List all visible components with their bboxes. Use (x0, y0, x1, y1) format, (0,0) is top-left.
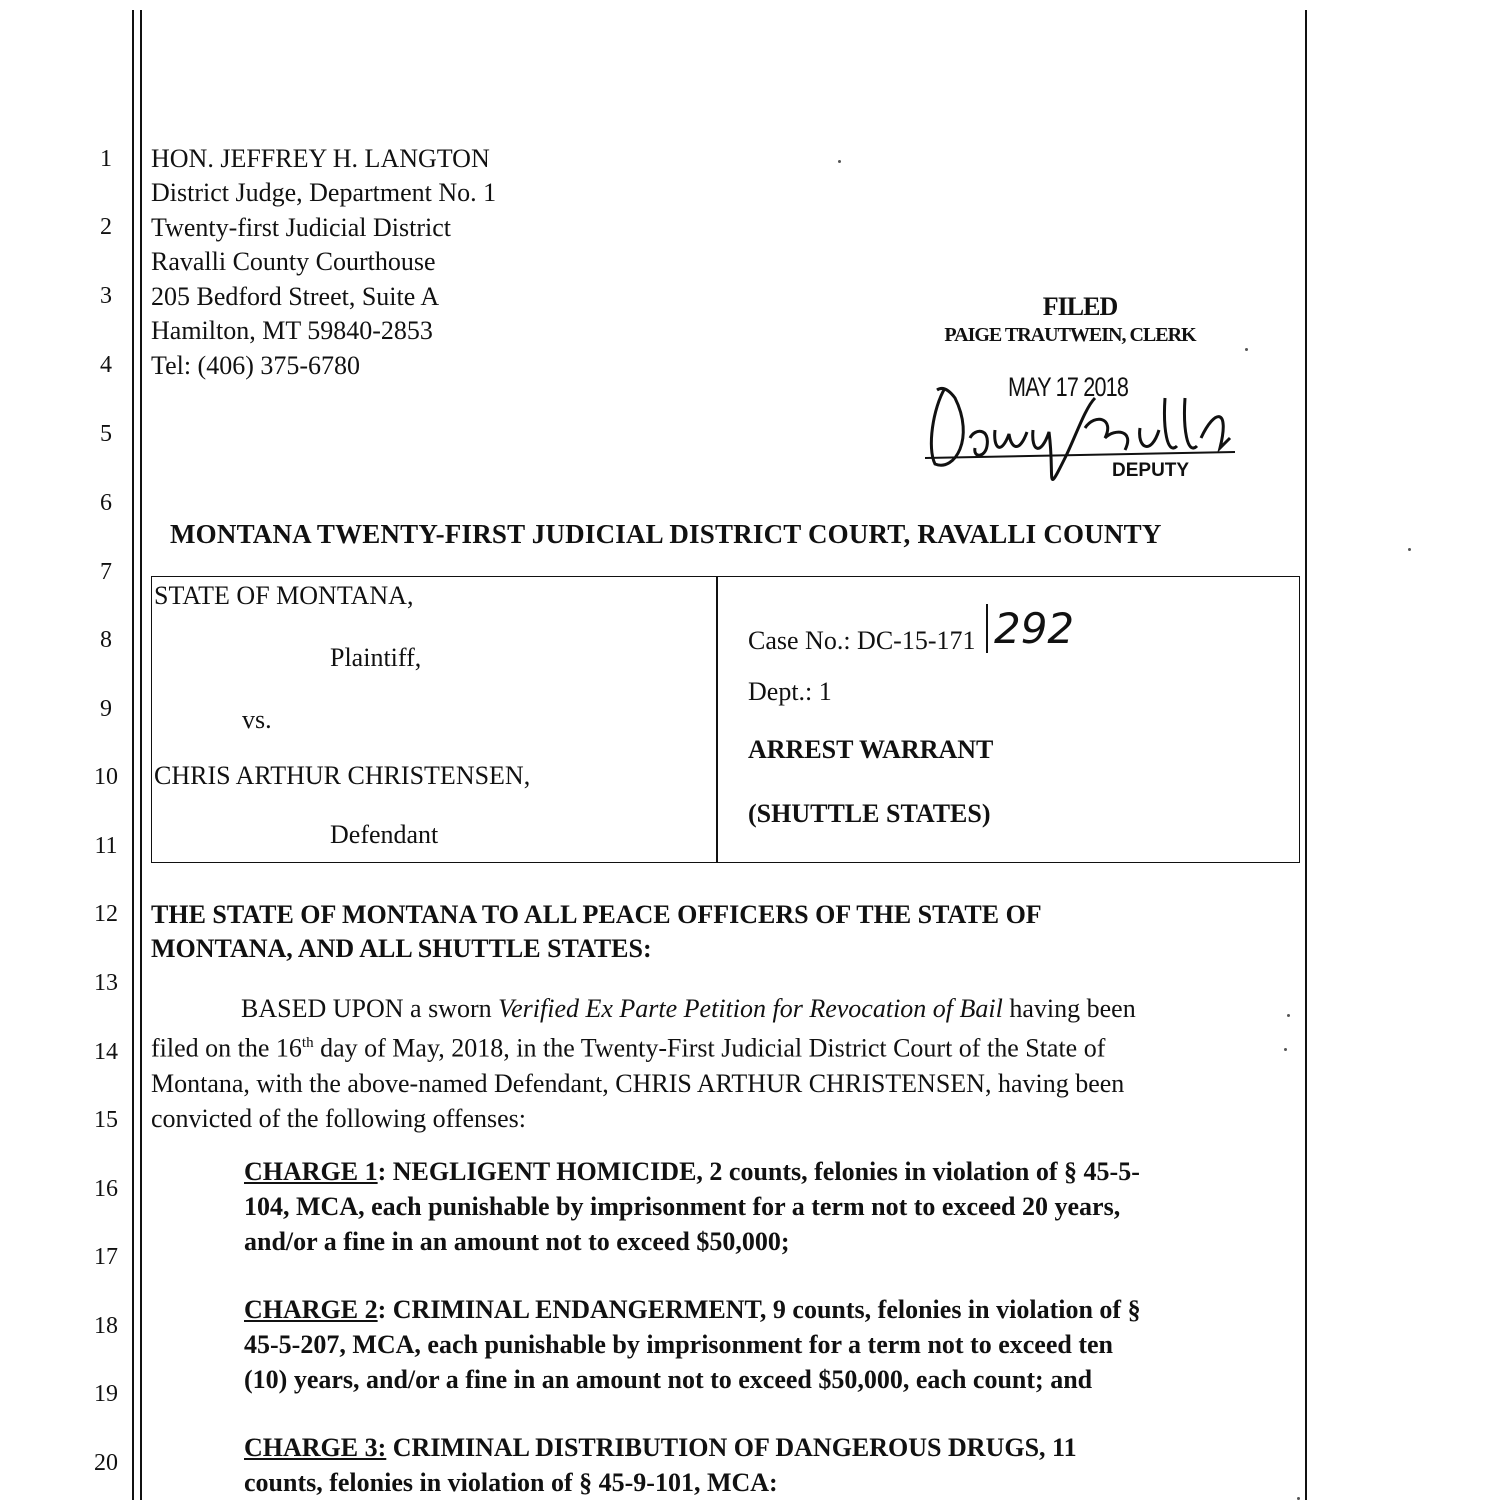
line-number: 16 (94, 1176, 118, 1202)
charge-1-line3: and/or a fine in an amount not to exceed $50,000; (244, 1227, 790, 1256)
city-state-zip: Hamilton, MT 59840-2853 (151, 316, 433, 345)
case-number-handwritten: 292 (986, 604, 1074, 653)
line-number: 13 (94, 970, 118, 996)
line-number: 6 (100, 490, 112, 516)
body-line-2 (151, 1026, 1281, 1066)
charge-2-line3: (10) years, and/or a fine in an amount not to exceed $50,000, each count; and (244, 1365, 1093, 1394)
deputy-signature (915, 368, 1245, 498)
charge-2-text: : CRIMINAL ENDANGERMENT, 9 counts, felonies in violation of § (377, 1295, 1141, 1324)
ordinal-suffix: th (301, 1035, 314, 1051)
charge-1 (244, 1154, 1284, 1259)
line-number: 14 (94, 1039, 118, 1065)
charge-2-line1 (244, 1292, 1284, 1327)
line-number: 18 (94, 1313, 118, 1339)
scan-speck (1245, 348, 1248, 351)
document-title: ARREST WARRANT (748, 735, 994, 764)
charge-3-text: CRIMINAL DISTRIBUTION OF DANGEROUS DRUGS, 11 (386, 1433, 1077, 1462)
department: Dept.: 1 (748, 677, 832, 706)
line-number: 5 (100, 421, 112, 447)
judge-title: District Judge, Department No. 1 (151, 178, 497, 207)
right-margin-rule (1305, 10, 1307, 1500)
line-number: 8 (100, 627, 112, 653)
line-number: 17 (94, 1244, 118, 1270)
filed-label: FILED (1042, 292, 1118, 321)
left-margin-rule-outer (132, 10, 134, 1500)
charge-1-line1 (244, 1154, 1284, 1189)
line-number: 9 (100, 696, 112, 722)
plaintiff-name: STATE OF MONTANA, (154, 581, 414, 610)
caption-divider (716, 577, 718, 862)
deputy-label: DEPUTY (1112, 460, 1190, 481)
line-number: 12 (94, 901, 118, 927)
scan-speck (838, 160, 841, 163)
judicial-district: Twenty-first Judicial District (151, 213, 452, 242)
body-paragraph (151, 991, 1281, 1136)
defendant-name: CHRIS ARTHUR CHRISTENSEN, (154, 761, 531, 790)
charge-3-line2: counts, felonies in violation of § 45-9-101, MCA: (244, 1468, 778, 1497)
petition-title: Verified Ex Parte Petition for Revocation of Bail (498, 994, 1003, 1023)
versus-label: vs. (242, 705, 272, 734)
scan-speck (1287, 1014, 1290, 1017)
charge-1-label: CHARGE 1 (244, 1157, 378, 1186)
address-heading-line2: MONTANA, AND ALL SHUTTLE STATES: (151, 934, 652, 963)
court-title: MONTANA TWENTY-FIRST JUDICIAL DISTRICT COURT, RAVALLI COUNTY (170, 519, 1162, 549)
plaintiff-label: Plaintiff, (330, 643, 422, 672)
case-caption (151, 576, 1300, 863)
line-number: 7 (100, 559, 112, 585)
line-number: 15 (94, 1107, 118, 1133)
charge-1-text: : NEGLIGENT HOMICIDE, 2 counts, felonies in violation of § 45-5- (377, 1157, 1140, 1186)
left-margin-rule-inner (140, 10, 142, 1500)
courthouse: Ravalli County Courthouse (151, 247, 436, 276)
line-number: 2 (100, 214, 112, 240)
line-number: 11 (94, 833, 118, 859)
charge-3-line1 (244, 1430, 1284, 1465)
line-number: 3 (100, 283, 112, 309)
clerk-name: PAIGE TRAUTWEIN, CLERK (944, 324, 1196, 346)
defendant-label: Defendant (330, 820, 439, 849)
body-line-3: Montana, with the above-named Defendant, CHRIS ARTHUR CHRISTENSEN, having been (151, 1068, 1125, 1098)
judge-name: HON. JEFFREY H. LANGTON (151, 144, 490, 173)
scan-speck (1284, 1048, 1287, 1051)
scan-speck (1408, 548, 1411, 551)
street-address: 205 Bedford Street, Suite A (151, 282, 440, 311)
body-line-2-start: filed on the 16 (151, 1033, 302, 1063)
line-number: 4 (100, 352, 112, 378)
document-subtitle: (SHUTTLE STATES) (748, 799, 991, 828)
address-heading-line1: THE STATE OF MONTANA TO ALL PEACE OFFICERS OF THE STATE OF (151, 900, 1042, 929)
case-number-label: Case No.: DC-15-171 (748, 626, 976, 655)
address-heading (151, 898, 1281, 966)
line-number: 20 (94, 1450, 118, 1476)
charge-1-line2: 104, MCA, each punishable by imprisonment for a term not to exceed 20 years, (244, 1192, 1121, 1221)
body-line-4: convicted of the following offenses: (151, 1103, 526, 1133)
line-number: 10 (94, 764, 118, 790)
charge-3 (244, 1430, 1284, 1500)
case-number (748, 604, 1075, 659)
body-line-1 (151, 991, 1281, 1026)
body-line-1-start: BASED UPON a sworn (241, 994, 499, 1023)
charge-2-line2: 45-5-207, MCA, each punishable by imprisonment for a term not to exceed ten (244, 1330, 1113, 1359)
charge-2-label: CHARGE 2 (244, 1295, 378, 1324)
telephone: Tel: (406) 375-6780 (151, 351, 361, 380)
charge-2 (244, 1292, 1284, 1397)
charge-3-label: CHARGE 3: (244, 1433, 387, 1462)
line-number: 19 (94, 1381, 118, 1407)
body-line-2-end: day of May, 2018, in the Twenty-First Judicial District Court of the State of (313, 1033, 1106, 1063)
line-number: 1 (100, 146, 112, 172)
filed-date: MAY 17 2018 (1008, 372, 1129, 402)
body-line-1-end: having been (1002, 994, 1136, 1023)
